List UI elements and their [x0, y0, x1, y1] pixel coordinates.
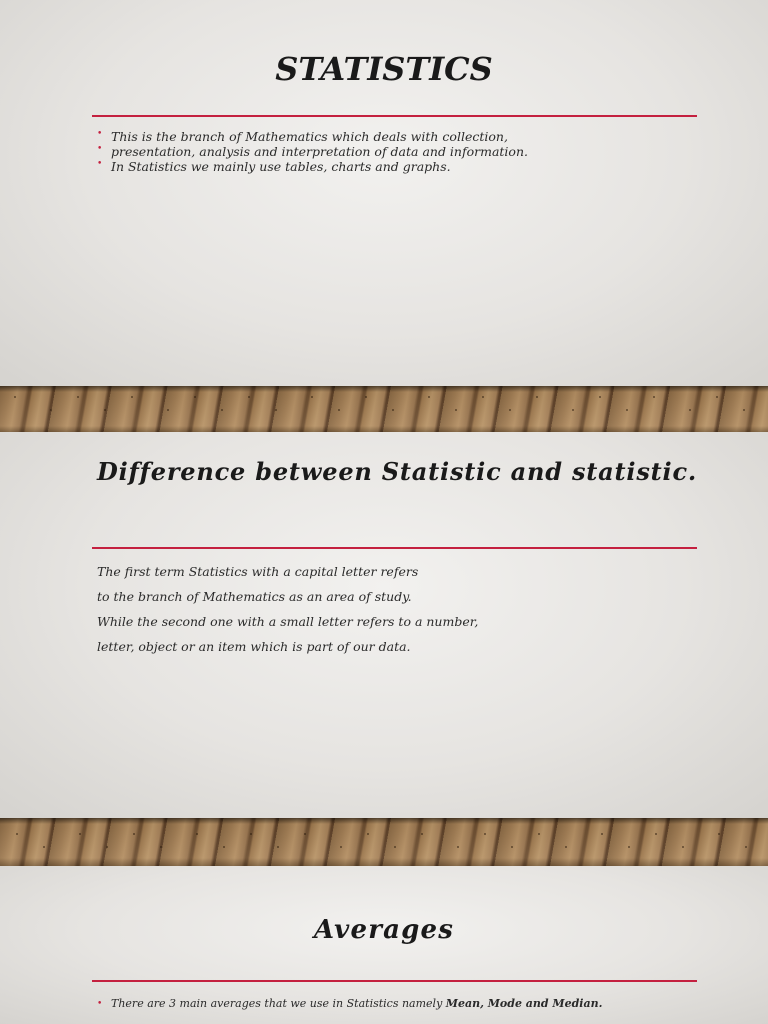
- floor-nail: [365, 396, 367, 398]
- list-item: [97, 144, 528, 159]
- floor-nail: [104, 409, 106, 411]
- bullet-bold-text: Mean, Mode and Median.: [445, 997, 603, 1010]
- floor-nail: [601, 833, 603, 835]
- bullet-dot-icon: •: [97, 129, 103, 139]
- paragraph-line: to the branch of Mathematics as an area of study.: [97, 589, 412, 604]
- floor-nail: [394, 846, 396, 848]
- slide-title: Averages: [313, 915, 455, 945]
- floor-nail: [511, 846, 513, 848]
- floor-nail: [367, 833, 369, 835]
- floor-nail: [50, 409, 52, 411]
- floor-nail: [689, 409, 691, 411]
- floor-nail: [509, 409, 511, 411]
- slide-title: [97, 457, 737, 486]
- floor-nail: [653, 396, 655, 398]
- floor-nail: [106, 846, 108, 848]
- floor-nail: [538, 833, 540, 835]
- title-period: .: [687, 457, 698, 486]
- floor-nail: [565, 846, 567, 848]
- floor-nail: [167, 409, 169, 411]
- floor-nail: [743, 409, 745, 411]
- floor-nail: [457, 846, 459, 848]
- floor-nail: [131, 396, 133, 398]
- bullet-dot-icon: •: [97, 159, 103, 169]
- floor-nail: [682, 846, 684, 848]
- floor-nail: [223, 846, 225, 848]
- floor-nail: [248, 396, 250, 398]
- floor-nail: [428, 396, 430, 398]
- floor-nail: [196, 833, 198, 835]
- floor-nail: [311, 396, 313, 398]
- floor-nail: [421, 833, 423, 835]
- floor-nail: [250, 833, 252, 835]
- list-item: [97, 159, 528, 174]
- floor-nail: [79, 833, 81, 835]
- list-item: [97, 129, 528, 144]
- floor-nail: [392, 409, 394, 411]
- slide-title: STATISTICS: [275, 50, 493, 88]
- bullet-dot-icon: •: [97, 999, 103, 1009]
- bullet-text: There are 3 main averages that we use in Statistics namely: [111, 997, 446, 1010]
- bullet-text: This is the branch of Mathematics which deals with collection,: [111, 129, 508, 144]
- floor-nail: [14, 396, 16, 398]
- body-paragraph: [97, 563, 478, 663]
- floor-nail: [482, 396, 484, 398]
- paragraph-line: The first term Statistics with a capital letter refers: [97, 564, 419, 579]
- paragraph-line: letter, object or an item which is part of our data.: [97, 639, 411, 654]
- floor-nail: [628, 846, 630, 848]
- bullet-text: In Statistics we mainly use tables, charts and graphs.: [111, 159, 451, 174]
- floor-nail: [43, 846, 45, 848]
- title-text: Difference between Statistic and statistic: [97, 457, 688, 486]
- floor-nail: [599, 396, 601, 398]
- title-divider: [92, 115, 697, 117]
- floor-nail: [338, 409, 340, 411]
- floor-nail: [194, 396, 196, 398]
- title-divider: [92, 547, 697, 549]
- floor-nail: [484, 833, 486, 835]
- floor-nail: [133, 833, 135, 835]
- wood-floor-divider: [0, 818, 768, 866]
- floor-nail: [340, 846, 342, 848]
- floor-nail: [275, 409, 277, 411]
- floor-nail: [572, 409, 574, 411]
- floor-nail: [718, 833, 720, 835]
- paragraph-line: While the second one with a small letter refers to a number,: [97, 614, 479, 629]
- floor-nail: [221, 409, 223, 411]
- floor-nail: [455, 409, 457, 411]
- floor-nail: [655, 833, 657, 835]
- bullet-text: presentation, analysis and interpretation of data and information.: [111, 144, 528, 159]
- title-divider: [92, 980, 697, 982]
- floor-nail: [160, 846, 162, 848]
- bullet-list: [97, 129, 528, 174]
- floor-nail: [277, 846, 279, 848]
- floor-nail: [77, 396, 79, 398]
- bullet-list: [97, 996, 602, 1012]
- bullet-dot-icon: •: [97, 144, 103, 154]
- wood-floor-divider: [0, 386, 768, 432]
- floor-nail: [536, 396, 538, 398]
- floor-nail: [626, 409, 628, 411]
- list-item: [97, 996, 602, 1012]
- floor-nail: [716, 396, 718, 398]
- floor-nail: [745, 846, 747, 848]
- floor-nail: [16, 833, 18, 835]
- floor-nail: [304, 833, 306, 835]
